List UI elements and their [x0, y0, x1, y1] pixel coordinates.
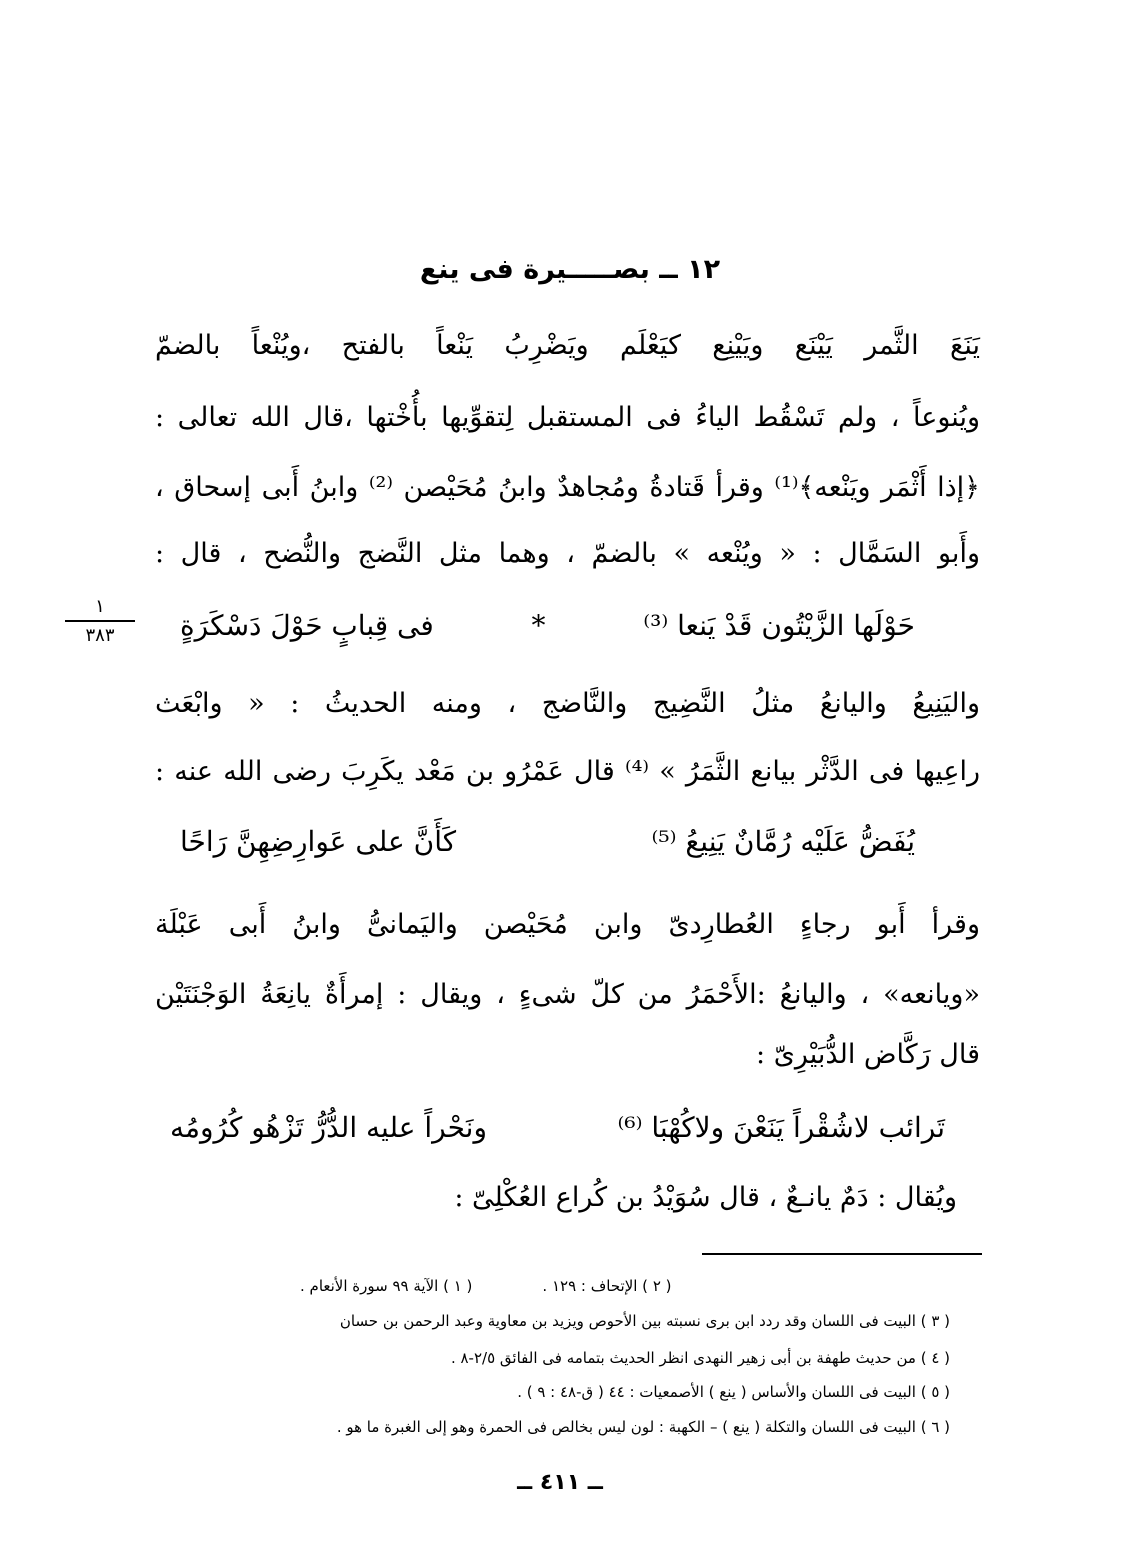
- footnote-2: ( ٢ ) الإتحاف : ١٢٩ .: [542, 1277, 672, 1295]
- footnote-row: [300, 1275, 950, 1297]
- paragraph-line: ويُنوعاً ، ولم تَسْقُط الياءُ فى المستقبل لِتقوِّيها بأُخْتها ،قال الله تعالى :: [155, 402, 980, 433]
- verse: [170, 1108, 945, 1148]
- paragraph-line: وقرأ أَبو رجاءٍ العُطارِدىّ وابن مُحَيْصن واليَمانىُّ وابنُ أَبى عَبْلَة: [155, 909, 980, 940]
- margin-page-reference: [65, 596, 135, 646]
- margin-note-bottom: ٣٨٣: [85, 625, 115, 646]
- verse-hemistich-left: تَرائب لاشُقْراً يَنَعْنَ ولاكُهْبَا ⁽⁶⁾: [617, 1111, 945, 1144]
- paragraph-line: ﴿إذا أَثْمَر ويَنْعه﴾⁽¹⁾ وقرأ قَتادةُ ومُجاهدٌ وابنُ مُحَيْصن ⁽²⁾ وابنُ أَبى إسحاق ،: [155, 472, 980, 503]
- verse-hemistich-right: ونَحْراً عليه الدُّرُّ تَزْهُو كُرُومُه: [170, 1111, 487, 1144]
- footnote-3: ( ٣ ) البيت فى اللسان وقد ردد ابن برى نسبته بين الأحوص ويزيد بن معاوية وعبد الرحمن بن حسان: [339, 1312, 950, 1330]
- verse-hemistich-right: فى قِبابٍ حَوْلَ دَسْكَرَةٍ: [180, 609, 434, 642]
- margin-note-top: ١: [95, 596, 105, 617]
- footnote-6: ( ٦ ) البيت فى اللسان والتكلة ( ينع ) – الكهبة : لون ليس بخالص فى الحمرة وهو إلى الغبرة ما هو .: [336, 1418, 950, 1436]
- margin-note-rule: [65, 620, 135, 622]
- verse-hemistich-left: يُفَضُّ عَلَيْه رُمَّانٌ يَنِيعُ ⁽⁵⁾: [651, 825, 915, 858]
- verse-separator: *: [531, 609, 546, 642]
- verse: [180, 822, 915, 862]
- paragraph-line: راعِيها فى الدَّثْر بيانع الثَّمَرُ » ⁽⁴⁾ قال عَمْرُو بن مَعْد يكَرِبَ رضى الله عنه :: [155, 756, 980, 787]
- verse-hemistich-left: حَوْلَها الزَّيْتُون قَدْ يَنعا ⁽³⁾: [643, 609, 915, 642]
- paragraph-line: «ويانعه» ، واليانعُ :الأَحْمَرُ من كلّ شىءٍ ، ويقال : إمرأَةٌ يانِعَةُ الوَجْنَتَيْن: [155, 979, 980, 1010]
- section-title: ١٢ ــ بصـــــيرة فى ينع: [419, 254, 721, 285]
- footnote-separator: [702, 1253, 982, 1255]
- paragraph-line: يَنَعَ الثَّمر يَيْنَع ويَيْنِع كيَعْلَم ويَضْرِبُ يَنْعاً بالفتح ،ويُنْعاً بالضمّ: [155, 330, 980, 361]
- footnote-5: ( ٥ ) البيت فى اللسان والأساس ( ينع ) الأصمعيات : ٤٤ ( ق-٤٨ : ٩ ) .: [517, 1383, 950, 1401]
- paragraph-line: ويُقال : دَمٌ يانـعٌ ، قال سُوَيْدُ بن كُراع العُكْلِىّ :: [454, 1182, 957, 1213]
- footnote-1: ( ١ ) الآية ٩٩ سورة الأنعام .: [300, 1277, 473, 1295]
- paragraph-line: وأَبو السَمَّال : « ويُنْعه » بالضمّ ، وهما مثل النَّضج والنُّضح ، قال :: [155, 538, 980, 569]
- paragraph-line: واليَنِيعُ واليانعُ مثلُ النَّضِيج والنَّاضج ، ومنه الحديثُ : « وابْعَث: [155, 688, 980, 719]
- verse: [180, 606, 915, 646]
- paragraph-line: قال رَكَّاض الدُّبَيْرِىّ :: [756, 1039, 980, 1070]
- verse-hemistich-right: كَأَنَّ على عَوارِضِهِنَّ رَاحًا: [180, 825, 457, 858]
- footnote-4: ( ٤ ) من حديث طهفة بن أبى زهير النهدى انظر الحديث بتمامه فى الفائق ٢/٥-٨ .: [450, 1349, 950, 1367]
- page-number: ــ ٤١١ ــ: [517, 1470, 603, 1495]
